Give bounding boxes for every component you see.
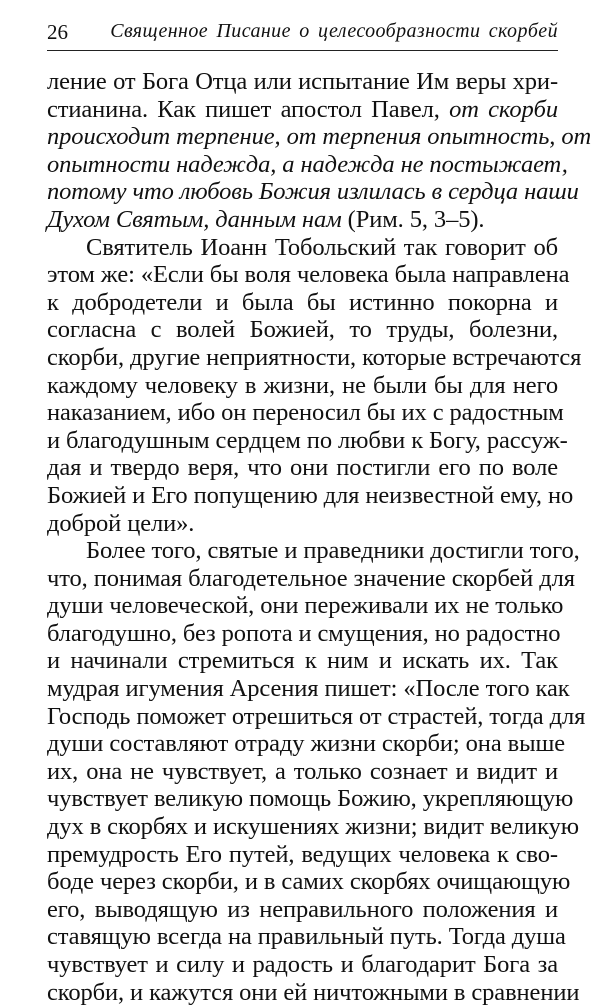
text-line (47, 206, 558, 234)
text-segment: Святитель Иоанн Тобольский так говорит об (86, 233, 558, 261)
text-segment: согласна с волей Божией, то труды, болезни, (47, 316, 558, 344)
text-segment: ление от Бога Отца или испытание Им веры хри- (47, 68, 558, 95)
text-line (47, 841, 558, 869)
text-segment: и начинали стремиться к ним и искать их. Так (47, 647, 558, 675)
text-segment: стианина. Как пишет апостол Павел, (47, 95, 450, 123)
text-segment: ставящую всегда на правильный путь. Тогда душа (47, 923, 566, 951)
text-line (47, 537, 580, 565)
text-line (47, 758, 558, 786)
text-segment: дух в скорбях и искушениях жизни; видит великую (47, 813, 579, 841)
text-line (47, 123, 592, 151)
text-line (47, 261, 570, 289)
text-line (47, 564, 575, 593)
text-segment: Господь поможет отрешиться от страстей, тогда для (47, 702, 586, 730)
text-line (47, 868, 571, 896)
text-segment: благодушно, без ропота и смущения, но радостно (47, 619, 561, 647)
text-line (47, 619, 561, 648)
running-title: Священное Писание о целесообразности скорбей (110, 20, 558, 42)
text-line (47, 813, 579, 841)
text-line (47, 68, 558, 96)
page-number: 26 (47, 20, 68, 44)
body-text (47, 68, 592, 1006)
text-segment: дая и твердо веря, что они постигли его по воле (47, 454, 558, 482)
italic-quote-segment: потому что любовь Божия излилась в сердца наши (47, 178, 579, 206)
text-line (47, 785, 574, 813)
text-line (47, 510, 558, 538)
text-segment: его, выводящую из неправильного положения и (47, 895, 558, 923)
text-segment: Более того, святые и праведники достигли того, (86, 537, 580, 565)
text-line (47, 923, 566, 951)
text-segment: этом же: «Если бы воля человека была направлена (47, 261, 570, 289)
text-segment: наказанием, ибо он переносил бы их с радостным (47, 399, 564, 427)
text-segment: Божией и Его попущению для неизвестной ему, но (47, 481, 574, 509)
text-line (47, 675, 570, 703)
text-segment: скорби, и кажутся они ей ничтожными в сравнении (47, 978, 580, 1006)
text-segment: мудрая игумения Арсения пишет: «После того как (47, 675, 570, 703)
text-line (47, 592, 564, 620)
text-segment: души составляют отраду жизни скорби; она выше (47, 730, 565, 758)
text-line (47, 647, 558, 675)
text-line (47, 289, 558, 317)
text-line (47, 951, 558, 979)
text-line (47, 978, 580, 1006)
italic-quote-segment: происходит терпение, от терпения опытность, от (47, 123, 592, 151)
text-segment: их, она не чувствует, а только сознает и видит и (47, 757, 558, 785)
text-line (47, 178, 579, 206)
text-line (47, 316, 558, 344)
text-line (47, 343, 582, 372)
text-segment: к добродетели и была бы истинно покорна и (47, 288, 558, 316)
italic-quote-segment: Духом Святым, данным нам (47, 205, 342, 233)
text-line (47, 702, 586, 731)
text-segment: чувствует и силу и радость и благодарит Бога за (47, 951, 558, 978)
text-segment: чувствует великую помощь Божию, укрепляющую (47, 785, 574, 813)
text-segment: и благодушным сердцем по любви к Богу, рассуж- (47, 426, 568, 454)
text-segment: боде через скорби, и в самих скорбях очищающую (47, 868, 571, 896)
page-header (47, 18, 558, 51)
text-line (47, 399, 564, 427)
text-line (47, 372, 558, 400)
text-line (47, 96, 558, 124)
text-segment: каждому человеку в жизни, не были бы для него (47, 371, 558, 399)
text-line (47, 896, 558, 924)
text-line (47, 481, 574, 510)
text-segment: (Рим. 5, 3–5). (341, 205, 485, 233)
italic-quote-segment: опытности надежда, а надежда не постыжает, (47, 150, 568, 178)
text-segment: скорби, другие неприятности, которые встречаются (47, 343, 582, 371)
italic-quote-segment: от скорби (449, 95, 558, 123)
text-segment: доброй цели». (47, 509, 195, 537)
text-line (47, 730, 565, 758)
text-line (47, 426, 568, 455)
text-segment: души человеческой, они переживали их не только (47, 592, 564, 620)
text-line (47, 234, 558, 262)
text-line (47, 150, 568, 179)
text-segment: что, понимая благодетельное значение скорбей для (47, 564, 575, 592)
text-line (47, 454, 558, 482)
text-segment: премудрость Его путей, ведущих человека к сво- (47, 840, 558, 868)
